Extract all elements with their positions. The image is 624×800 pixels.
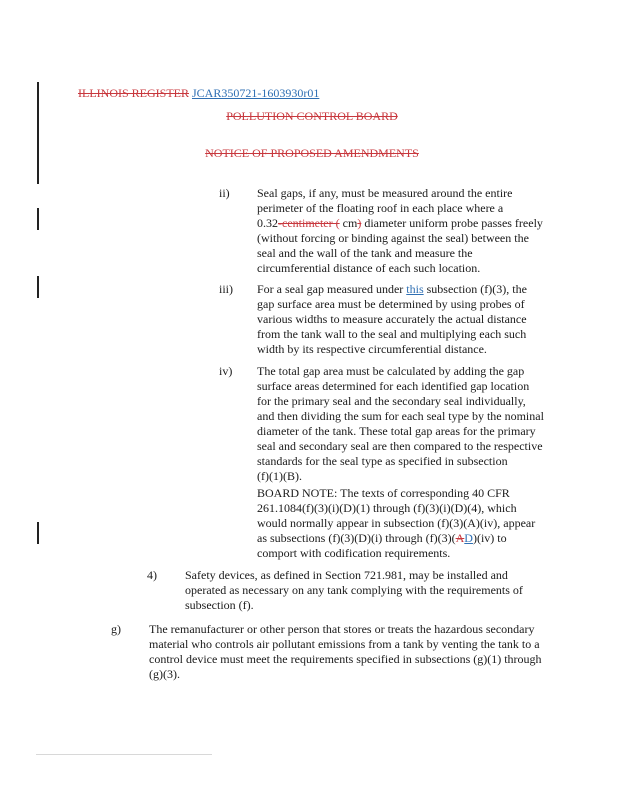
board-title: POLLUTION CONTROL BOARD [226, 109, 398, 123]
item-g-text: The remanufacturer or other person that stores or treats the hazardous secondary material who controls air pollutant emissions from a tank by venting the tank to a control device must meet the requirements specified in subsections (g)(1) through (g)(3). [149, 622, 542, 681]
notice-title: NOTICE OF PROPOSED AMENDMENTS [205, 146, 419, 160]
board-note: BOARD NOTE: The texts of corresponding 40 CFR 261.1084(f)(3)(i)(D)(1) through (f)(3)(i)(D)(4), which would normally appear in subsection (f)(3)(A)(iv), appear as subsections (f)(3)(D)(i) through (f)(3)(AD)(iv) to comport with codification requirements. [257, 486, 536, 560]
item-iv-text: The total gap area must be calculated by adding the gap surface areas determined for each identified gap location for the primary seal and the secondary seal individually, and then dividing the sum for each seal type by the nominal diameter of the tank. These total gap areas for the primary seal and secondary seal are then compared to the respective standards for the seal type as specified in subsection (f)(1)(B). [257, 364, 544, 483]
item-ii-number: ii) [219, 186, 230, 200]
item-iii-text: For a seal gap measured under this subsection (f)(3), the gap surface area must be determined by using probes of various widths to measure accurately the actual distance from the tank wall to the seal and multiplying each such width by its respective circumferential distance. [257, 282, 527, 356]
footer-rule [36, 754, 212, 755]
register-deleted: ILLINOIS REGISTER [78, 86, 189, 100]
item-g-number: g) [111, 622, 121, 636]
item-iv-number: iv) [219, 364, 233, 378]
register-inserted: JCAR350721-1603930r01 [192, 86, 320, 100]
change-bar-4 [37, 522, 39, 544]
item-4-number: 4) [147, 568, 157, 582]
item-4-text: Safety devices, as defined in Section 721.981, may be installed and operated as necessary on any tank complying with the requirements of subsection (f). [185, 568, 523, 612]
item-iii-number: iii) [219, 282, 233, 296]
register-header [78, 86, 319, 101]
change-bar-1 [37, 82, 39, 184]
change-bar-2 [37, 208, 39, 230]
change-bar-3 [37, 276, 39, 298]
item-ii-text: Seal gaps, if any, must be measured around the entire perimeter of the floating roof in each place where a 0.32-centimeter ( cm) diameter uniform probe passes freely (without forcing or binding against the seal) between the seal and the wall of the tank and measure the circumferential distance of each such location. [257, 186, 543, 275]
